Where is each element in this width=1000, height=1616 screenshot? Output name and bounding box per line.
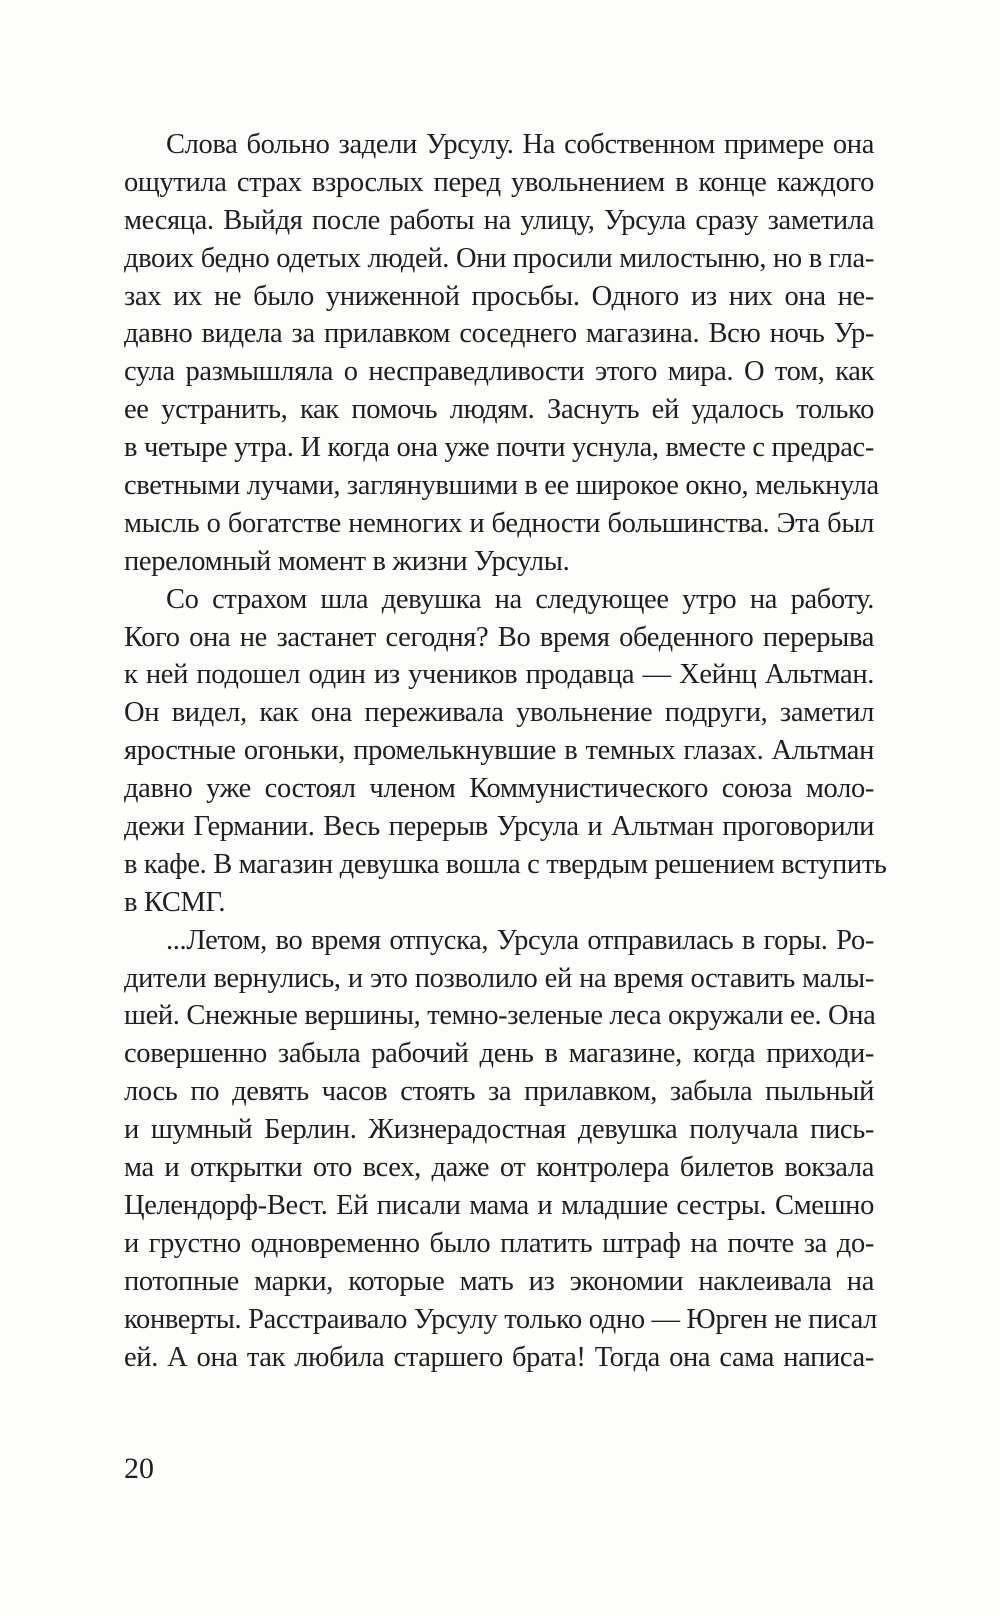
text-line: ощутила страх взрослых перед увольнением в конце каждого	[124, 166, 874, 198]
text-line: дежи Германии. Весь перерыв Урсула и Альтман проговорили	[124, 811, 874, 843]
paragraph-3	[124, 922, 878, 1377]
text-line: конверты. Расстраивало Урсулу только одно — Юрген не писал	[124, 1303, 878, 1335]
text-line: мысль о богатстве немногих и бедности большинства. Эта был	[124, 507, 874, 539]
text-line: давно видела за прилавком соседнего магазина. Всю ночь Ур-	[124, 318, 874, 350]
page-number: 20	[124, 1452, 154, 1485]
text-line: и шумный Берлин. Жизнерадостная девушка получала пись-	[124, 1114, 874, 1146]
text-line: переломный момент в жизни Урсулы.	[124, 545, 570, 577]
text-line: и грустно одновременно было платить штраф на почте за до-	[124, 1227, 874, 1259]
text-line: лось по девять часов стоять за прилавком, забыла пыльный	[124, 1076, 874, 1108]
text-line: месяца. Выйдя после работы на улицу, Урсула сразу заметила	[124, 204, 874, 236]
text-line: зах их не было униженной просьбы. Одного из них она не-	[124, 280, 874, 312]
text-line: Слова больно задели Урсулу. На собственном примере она	[166, 129, 874, 160]
text-line: ей. А она так любила старшего брата! Тогда она сама написа-	[124, 1341, 874, 1373]
text-line: яростные огоньки, промелькнувшие в темных глазах. Альтман	[124, 735, 874, 767]
body-text	[124, 126, 887, 1376]
text-line: Целендорф-Вест. Ей писали мама и младшие сестры. Смешно	[124, 1189, 874, 1221]
text-line: к ней подошел один из учеников продавца — Хейнц Альтман.	[124, 659, 874, 691]
text-line: двоих бедно одетых людей. Они просили милостыню, но в гла-	[124, 242, 874, 274]
text-line: в четыре утра. И когда она уже почти уснула, вместе с предрас-	[124, 432, 874, 464]
text-line: шей. Снежные вершины, темно-зеленые леса окружали ее. Она	[124, 1000, 876, 1032]
paragraph-1	[124, 126, 879, 581]
text-line: давно уже состоял членом Коммунистического союза моло-	[124, 773, 874, 805]
text-line: ма и открытки ото всех, даже от контролера билетов вокзала	[124, 1152, 874, 1184]
text-line: светными лучами, заглянувшими в ее широкое окно, мелькнула	[124, 470, 879, 502]
paragraph-2	[124, 581, 887, 922]
text-line: совершенно забыла рабочий день в магазине, когда приходи-	[124, 1038, 874, 1070]
text-line: ...Летом, во время отпуска, Урсула отправилась в горы. Ро-	[166, 924, 874, 956]
text-line: Кого она не застанет сегодня? Во время обеденного перерыва	[124, 621, 874, 653]
text-line: Он видел, как она переживала увольнение подруги, заметил	[124, 697, 874, 729]
text-line: в КСМГ.	[124, 886, 226, 918]
text-line: ее устранить, как помочь людям. Заснуть ей удалось только	[124, 394, 874, 426]
text-line: дители вернулись, и это позволило ей на время оставить малы-	[124, 962, 874, 994]
text-line: потопные марки, которые мать из экономии наклеивала на	[124, 1265, 874, 1297]
text-line: Со страхом шла девушка на следующее утро на работу.	[166, 583, 874, 615]
text-line: сула размышляла о несправедливости этого мира. О том, как	[124, 356, 874, 388]
text-line: в кафе. В магазин девушка вошла с твердым решением вступить	[124, 848, 887, 880]
